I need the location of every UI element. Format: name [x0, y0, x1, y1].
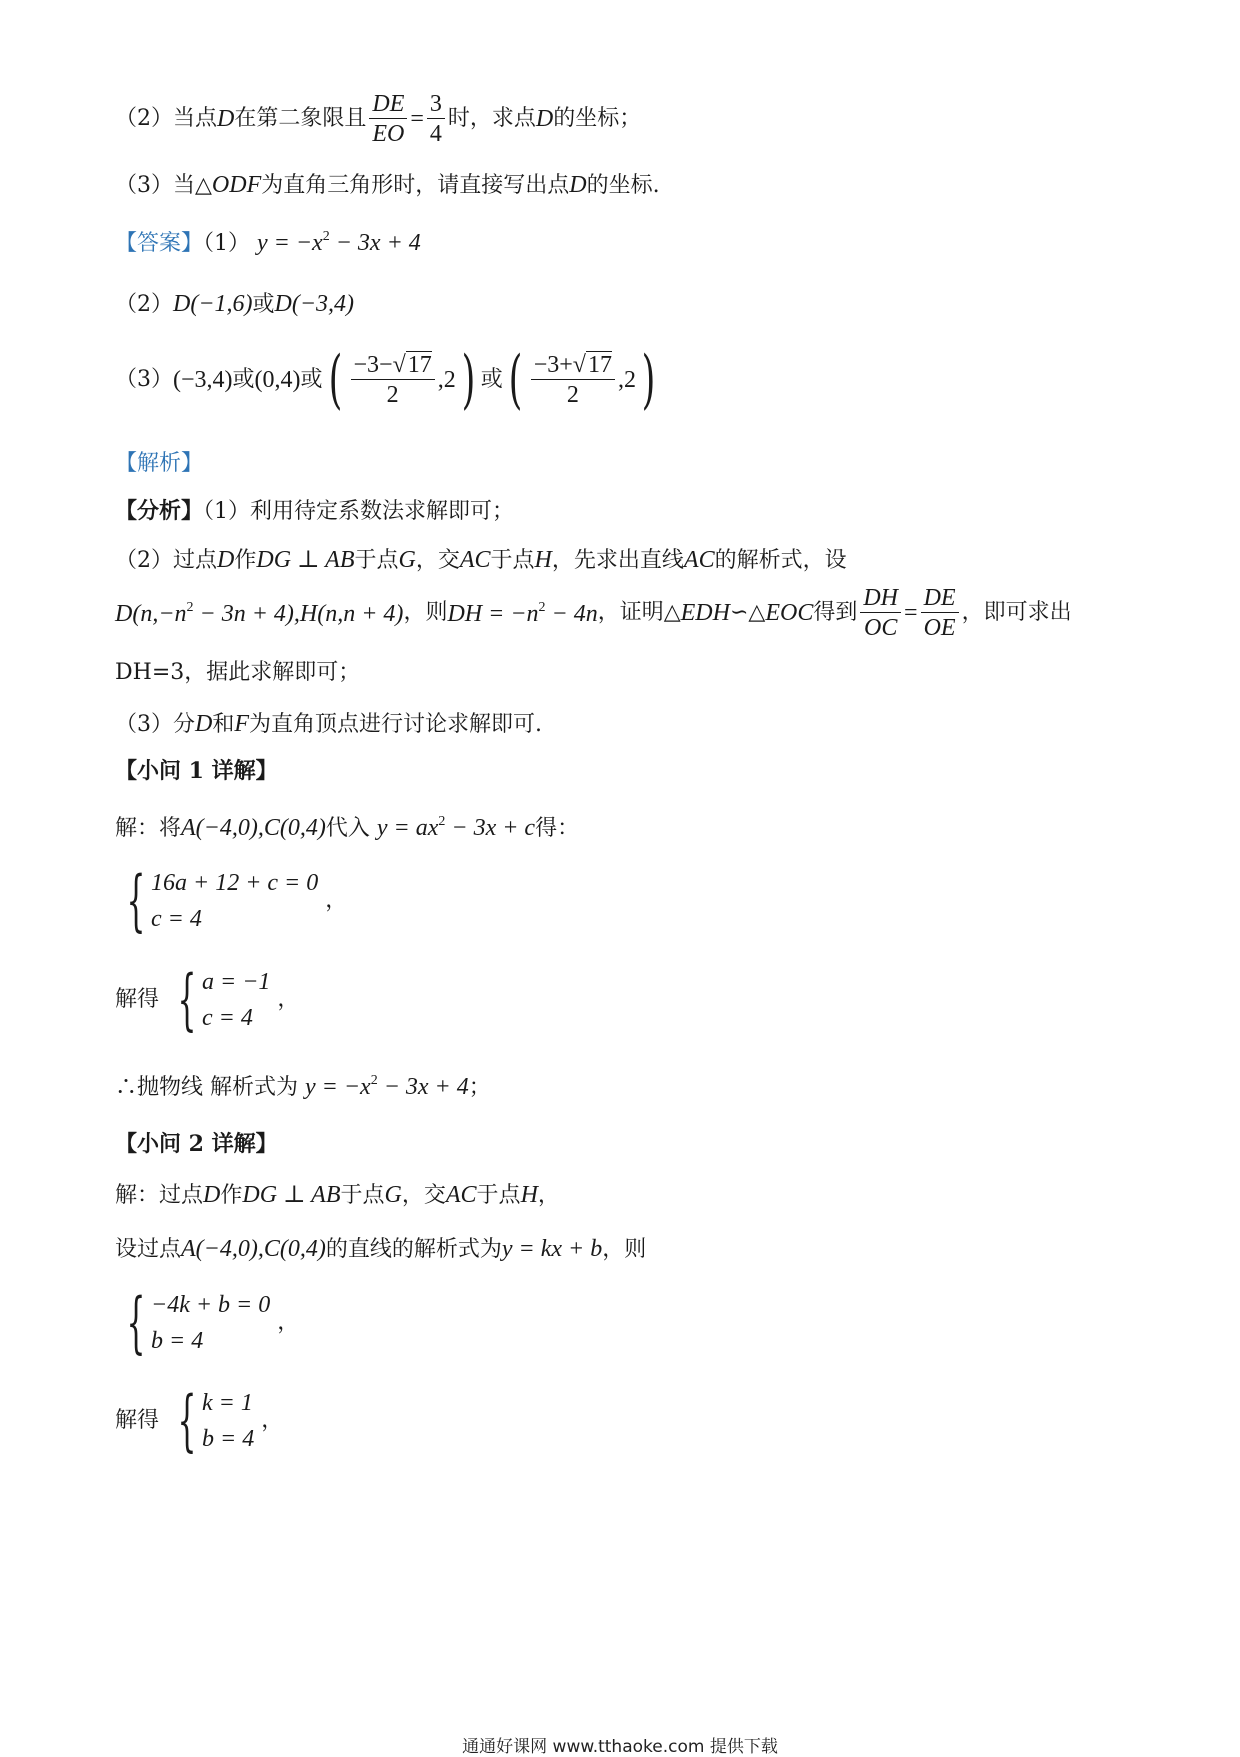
- q2-prefix: （2）当点: [115, 106, 217, 131]
- answer-3-point-a: (−3,4): [173, 367, 233, 393]
- q2-frac1-numerator: DE: [369, 92, 407, 119]
- part1-parabola-eq: $y = ax^2 - 3x + c$: [376, 814, 536, 841]
- left-brace-icon: {: [126, 862, 146, 939]
- analysis-f2-ac-2: AC: [683, 547, 715, 573]
- q3-end: 的坐标.: [586, 173, 660, 198]
- analysis-f2-dg: DG ⊥ AB: [256, 547, 355, 573]
- analysis-f2-d-text: ，交: [415, 548, 460, 573]
- answer-2-point-b: D(−3,4): [274, 291, 355, 317]
- answer-1-prefix: （1）: [203, 231, 251, 256]
- q2-suffix: 时，求点: [447, 106, 536, 131]
- part1-line-1: 解：将A(−4,0),C(0,4)代入 $y = ax^2 - 3x + c$得：: [115, 814, 580, 841]
- analysis-line-1: [115, 500, 514, 523]
- q2-point-d: D: [217, 106, 235, 132]
- right-paren-icon: ): [641, 343, 656, 417]
- system-row: b = 4: [151, 1328, 204, 1354]
- system-row: 16a + 12 + c = 0: [151, 870, 319, 896]
- q2-frac1-denominator: EO: [372, 121, 405, 147]
- analysis-f3-eq: =: [904, 600, 918, 626]
- q2-fraction-de-eo: [369, 92, 407, 146]
- analysis-f2-b: 作: [234, 548, 257, 573]
- system-row: a = −1: [202, 969, 271, 995]
- analysis-line-2: [115, 548, 847, 572]
- analysis-f2-ac: AC: [459, 547, 491, 573]
- analysis-f3-dh: DH = $-n^2 - 4n$: [447, 599, 598, 627]
- answer-line-1: [115, 230, 421, 255]
- answer-line-2: [115, 292, 354, 316]
- system-row: b = 4: [202, 1426, 255, 1452]
- q2-point-d-2: D: [535, 106, 554, 132]
- answer-3-or-1: 或: [232, 367, 255, 392]
- answer-3-point-c-y: ,2: [437, 367, 456, 393]
- left-brace-icon: {: [126, 1284, 146, 1361]
- q2-frac2-denominator: 4: [429, 121, 442, 147]
- analysis-f2-g-text: 的解析式，设: [714, 548, 847, 573]
- system-row: c = 4: [202, 1005, 253, 1031]
- answer-3-or-3: 或: [480, 367, 503, 392]
- analysis-f3-fraction-dh-oc: $\frac{DH}{OC}$: [860, 586, 901, 640]
- analysis-f3-then: ，则: [403, 600, 448, 625]
- analysis-f3-sim: ∽△: [729, 600, 766, 625]
- answer-3-point-b: (0,4): [254, 367, 301, 393]
- left-paren-icon: (: [328, 343, 342, 417]
- right-paren-icon: ): [461, 343, 476, 417]
- question-2: [115, 92, 641, 146]
- part2-title: 【小问 2 详解】: [115, 1131, 278, 1157]
- analysis-label: 【解析】: [115, 451, 204, 476]
- analysis-f3-tri2: EOC: [765, 600, 814, 626]
- analysis-f3-tri1: EDH: [680, 600, 730, 626]
- part1-system-2: 解得 { a = −1 c = 4 ，: [115, 961, 300, 1038]
- analysis-line-5: （3）分D和F为直角顶点进行讨论求解即可.: [115, 711, 543, 737]
- answer-3-point-d-y: ,2: [617, 367, 636, 393]
- answer-2-prefix: （2）: [115, 292, 173, 317]
- fenxi-label: 【分析】: [115, 498, 204, 524]
- part1-conclusion: ∴抛物线 解析式为 $y = -x^2 - 3x + 4$；: [115, 1073, 491, 1100]
- system-row: c = 4: [151, 906, 202, 932]
- q2-equals: =: [410, 106, 424, 132]
- analysis-f2-d: D: [217, 547, 235, 573]
- analysis-f2-g: G: [398, 547, 416, 573]
- q3-mid: 为直角三角形时，请直接写出点: [261, 173, 570, 198]
- analysis-f2-c: 于点: [354, 548, 399, 573]
- answer-2-or: 或: [252, 292, 275, 317]
- part2-system-1: { −4k + b = 0 b = 4 ，: [126, 1284, 300, 1361]
- analysis-f2-e: 于点: [490, 548, 535, 573]
- analysis-f2-f: ，先求出直线: [551, 548, 684, 573]
- q2-frac2-numerator: 3: [427, 92, 445, 119]
- system-row: k = 1: [202, 1390, 253, 1416]
- answer-3-point-c-x: $\frac{-3-√17}{2}$: [351, 353, 435, 407]
- part1-system-1: { 16a + 12 + c = 0 c = 4 ，: [126, 862, 348, 939]
- part2-system-2: 解得 { k = 1 b = 4 ，: [115, 1382, 284, 1459]
- answer-3-or-2: 或: [300, 367, 323, 392]
- analysis-f3-fraction-de-oe: $\frac{DE}{OE}$: [921, 586, 959, 640]
- analysis-f2-a: （2）过点: [115, 548, 217, 573]
- q2-fraction-3-4: [427, 92, 445, 146]
- analysis-f3-points: $D(n,-n^2 - 3n + 4),H(n,n + 4)$: [115, 599, 404, 627]
- analysis-f1: （1）利用待定系数法求解即可；: [203, 499, 515, 524]
- analysis-f3-end: ，即可求出: [961, 600, 1072, 625]
- q3-triangle: ODF: [211, 172, 262, 198]
- answer-label: 【答案】: [115, 231, 204, 256]
- analysis-f3-prove: ，证明△: [597, 600, 681, 625]
- answer-1-eq: $y = -x^2 - 3x + 4$: [257, 229, 421, 256]
- answer-line-3: [115, 343, 661, 417]
- q3-prefix: （3）当△: [115, 173, 212, 198]
- answer-3-point-d-x: $\frac{-3+√17}{2}$: [531, 353, 615, 407]
- answer-2-point-a: D(−1,6): [173, 291, 253, 317]
- question-3: [115, 173, 660, 197]
- system-row: −4k + b = 0: [151, 1292, 271, 1318]
- q2-mid: 在第二象限且: [234, 106, 367, 131]
- left-paren-icon: (: [508, 343, 523, 417]
- analysis-f3-get: 得到: [813, 600, 858, 625]
- analysis-line-3: [115, 586, 1072, 640]
- analysis-f2-h: H: [534, 547, 552, 573]
- part2-line-2: 设过点A(−4,0),C(0,4)的直线的解析式为y = kx + b，则: [115, 1236, 647, 1262]
- part2-line-1: 解：过点D作DG ⊥ AB于点G，交AC于点H，: [115, 1182, 560, 1208]
- answer-3-prefix: （3）: [115, 367, 173, 392]
- analysis-line-4: DH=3，据此求解即可；: [115, 660, 361, 685]
- left-brace-icon: {: [177, 1382, 197, 1459]
- q3-point-d: D: [569, 172, 587, 198]
- part1-title: 【小问 1 详解】: [115, 758, 278, 784]
- left-brace-icon: {: [177, 961, 197, 1038]
- q2-end: 的坐标；: [553, 106, 642, 131]
- footer-watermark: 通通好课网 www.tthaoke.com 提供下载: [462, 1737, 778, 1757]
